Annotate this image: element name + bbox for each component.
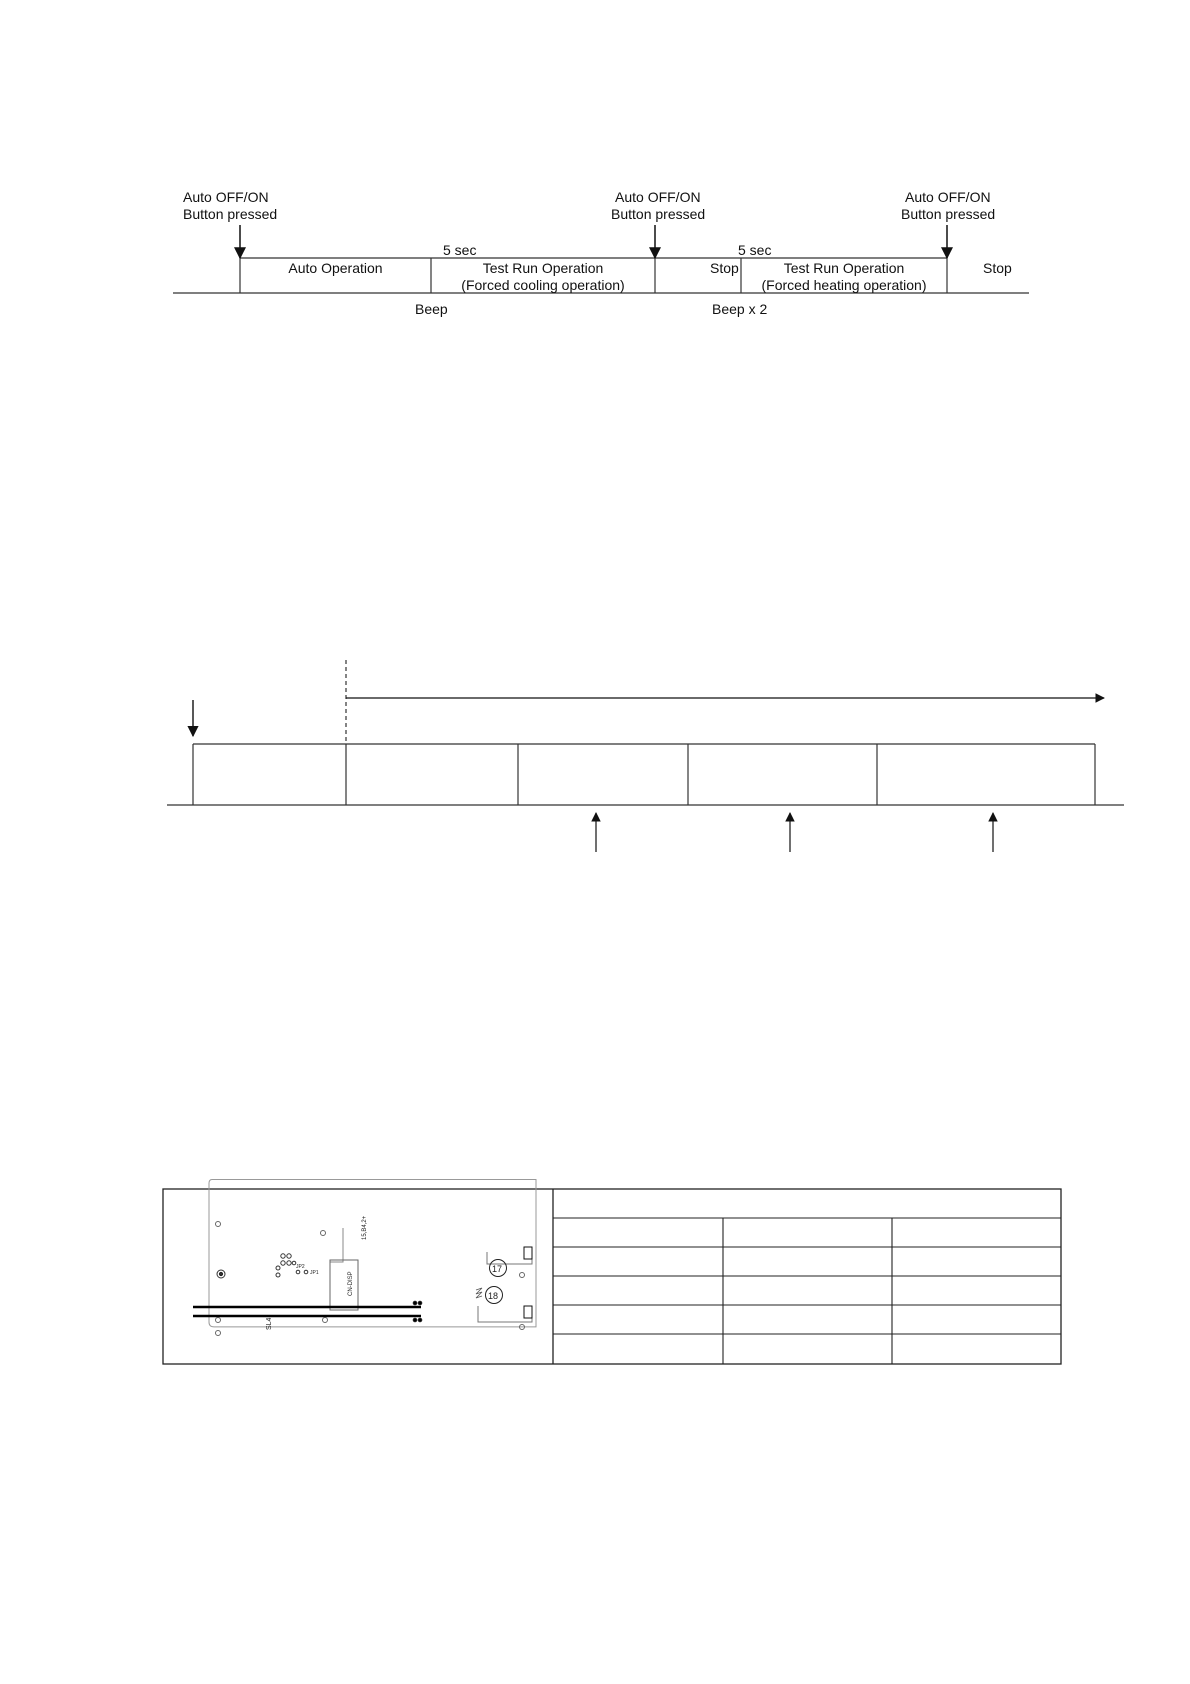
press-label-3 — [901, 189, 995, 223]
pcb-component — [281, 1254, 285, 1258]
delay-label-2: 5 sec — [738, 242, 772, 258]
segment-2-line2: (Forced cooling operation) — [461, 277, 625, 293]
segment-3-line1: Stop — [710, 260, 739, 276]
pcb-pad — [413, 1301, 417, 1305]
segment-auto-operation — [240, 260, 431, 277]
timing-chart-2 — [167, 660, 1124, 852]
segment-stop-1 — [710, 260, 739, 277]
segment-2-line1: Test Run Operation — [482, 260, 604, 276]
pcb-component — [276, 1266, 280, 1270]
pcb-component — [219, 1272, 222, 1275]
pcb-component — [281, 1261, 285, 1265]
press-label-1-line1: Auto OFF/ON — [183, 189, 269, 205]
press-label-2-line2: Button pressed — [611, 206, 706, 222]
pcb-connector-17 — [524, 1247, 532, 1259]
segment-4-line1: Test Run Operation — [783, 260, 905, 276]
pcb-component — [276, 1273, 280, 1277]
segment-test-run-heating — [741, 260, 947, 294]
pcb-mark-top: 15,B4,2+ — [362, 1215, 368, 1240]
delay-label-1: 5 sec — [443, 242, 477, 258]
pcb-component — [287, 1261, 291, 1265]
pcb-pad — [418, 1318, 422, 1322]
pcb-connector-18 — [524, 1306, 532, 1318]
pcb-mount-hole — [216, 1331, 221, 1336]
pcb-mark-ic: CN-DISP — [348, 1271, 354, 1296]
pcb-callout-label-18: 18 — [488, 1291, 499, 1301]
segment-1-line1: Auto Operation — [288, 260, 383, 276]
pcb-pad — [418, 1301, 422, 1305]
pcb-trace — [330, 1228, 343, 1310]
pcb-component — [287, 1254, 291, 1258]
pcb-mark-jp2: JP2 — [296, 1264, 305, 1270]
press-label-3-line1: Auto OFF/ON — [905, 189, 991, 205]
press-label-2-line1: Auto OFF/ON — [615, 189, 701, 205]
pcb-spring-mark — [476, 1288, 482, 1298]
segment-5-line1: Stop — [983, 260, 1012, 276]
press-label-3-line2: Button pressed — [901, 206, 996, 222]
pcb-mark-sl: SL4 — [266, 1317, 273, 1330]
press-label-1 — [183, 189, 277, 223]
pcb-mount-hole — [520, 1273, 525, 1278]
pcb-table — [553, 1218, 1061, 1364]
press-label-1-line2: Button pressed — [183, 206, 278, 222]
pcb-component — [296, 1270, 300, 1274]
pcb-mark-jp1: JP1 — [310, 1270, 319, 1276]
pcb-mount-hole — [321, 1231, 326, 1236]
beep-label-1: Beep — [415, 301, 448, 317]
press-label-2 — [611, 189, 705, 223]
pcb-pad — [413, 1318, 417, 1322]
segment-4-line2: (Forced heating operation) — [761, 277, 927, 293]
pcb-mount-hole — [323, 1318, 328, 1323]
pcb-component — [304, 1270, 308, 1274]
beep-label-2: Beep x 2 — [712, 301, 768, 317]
pcb-figure — [163, 1179, 1061, 1364]
pcb-mount-hole — [216, 1222, 221, 1227]
pcb-mount-hole — [216, 1318, 221, 1323]
pcb-callout-label-17: 17 — [492, 1264, 503, 1274]
segment-test-run-cooling — [431, 260, 655, 294]
segment-stop-2 — [983, 260, 1012, 277]
